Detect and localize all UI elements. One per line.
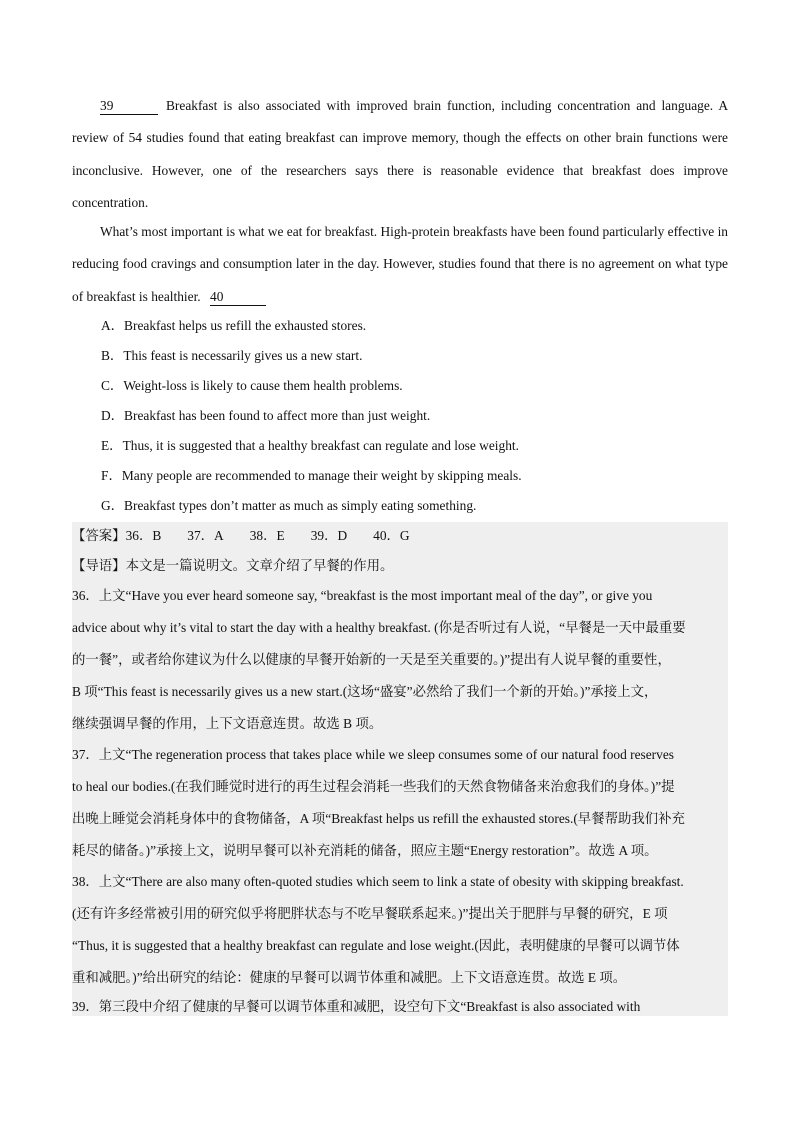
explanation-36-line-3: 的一餐”，或者给你建议为什么以健康的早餐开始新的一天是至关重要的。)”提出有人说早餐的重要性， bbox=[72, 652, 671, 667]
explanation-37-line-1: 37．上文“The regeneration process that takes place while we sleep consumes some of our natural food reserves bbox=[72, 747, 674, 762]
explanation-38-line-1: 38．上文“There are also many often-quoted studies which seem to link a state of obesity with skipping breakfast. bbox=[72, 874, 684, 889]
explanation-39-line-1: 39．第三段中介绍了健康的早餐可以调节体重和减肥，设空句下文“Breakfast is also associated with bbox=[72, 999, 641, 1014]
option-d: D．Breakfast has been found to affect more than just weight. bbox=[101, 408, 431, 423]
blank-40: 40 bbox=[210, 289, 266, 306]
answer-label: 【答案】 bbox=[72, 528, 126, 543]
answer-line bbox=[72, 520, 728, 551]
passage-paragraph-39-text: Breakfast is also associated with improved brain function, including concentration and language. A review of 54 studies found that eating breakfast can improve memory, though the effects on other brain functions were inconclusive. However, one of the researchers says there is reasonable evidence that breakfast does improve concentration. bbox=[72, 98, 728, 210]
option-a: A．Breakfast helps us refill the exhausted stores. bbox=[101, 318, 367, 333]
option-c: C．Weight-loss is likely to cause them health problems. bbox=[101, 378, 403, 393]
blank-39: 39 bbox=[100, 98, 158, 115]
explanation-36-line-5: 继续强调早餐的作用，上下文语意连贯。故选 B 项。 bbox=[72, 716, 383, 731]
explanation-36-line-1: 36．上文“Have you ever heard someone say, “breakfast is the most important meal of the day”, or give you bbox=[72, 588, 653, 603]
option-e: E．Thus, it is suggested that a healthy breakfast can regulate and lose weight. bbox=[101, 438, 519, 453]
explanation-38-line-2: (还有许多经常被引用的研究似乎将肥胖状态与不吃早餐联系起来。)”提出关于肥胖与早餐的研究，E 项 bbox=[72, 906, 668, 921]
explanation-38-line-4: 重和减肥。)”给出研究的结论：健康的早餐可以调节体重和减肥。上下文语意连贯。故选 E 项。 bbox=[72, 970, 627, 985]
option-b: B．This feast is necessarily gives us a new start. bbox=[101, 348, 363, 363]
answer-36: 36．B bbox=[125, 528, 162, 543]
explanation-38-line-3: “Thus, it is suggested that a healthy breakfast can regulate and lose weight.(因此，表明健康的早餐可以调节体 bbox=[72, 938, 680, 953]
guide-line bbox=[72, 550, 728, 581]
passage-paragraph-40-text: What’s most important is what we eat for breakfast. High-protein breakfasts have been found particularly effective in reducing food cravings and consumption later in the day. However, studies found that there is no agreement on what type of breakfast is healthier. bbox=[72, 224, 728, 304]
explanation-36-line-2: advice about why it’s vital to start the day with a healthy breakfast. (你是否听过有人说，“早餐是一天中最重要 bbox=[72, 620, 686, 635]
answer-39: 39．D bbox=[310, 528, 348, 543]
passage-paragraph-39 bbox=[72, 90, 728, 219]
answer-40: 40．G bbox=[373, 528, 410, 543]
answer-38: 38．E bbox=[249, 528, 285, 543]
explanation-36-line-4: B 项“This feast is necessarily gives us a new start.(这场“盛宴”必然给了我们一个新的开始。)”承接上文， bbox=[72, 684, 658, 699]
explanation-37-line-3: 出晚上睡觉会消耗身体中的食物储备，A 项“Breakfast helps us refill the exhausted stores.(早餐帮助我们补充 bbox=[72, 811, 685, 826]
explanation-37-line-4: 耗尽的储备。)”承接上文，说明早餐可以补充消耗的储备，照应主题“Energy restoration”。故选 A 项。 bbox=[72, 843, 658, 858]
passage-paragraph-40 bbox=[72, 216, 728, 313]
answer-37: 37．A bbox=[187, 528, 224, 543]
guide-label: 【导语】 bbox=[72, 558, 126, 573]
guide-text: 本文是一篇说明文。文章介绍了早餐的作用。 bbox=[125, 558, 394, 573]
option-g: G．Breakfast types don’t matter as much as simply eating something. bbox=[101, 498, 477, 513]
option-f: F．Many people are recommended to manage their weight by skipping meals. bbox=[101, 468, 522, 483]
explanation-37-line-2: to heal our bodies.(在我们睡觉时进行的再生过程会消耗一些我们的天然食物储备来治愈我们的身体。)”提 bbox=[72, 779, 675, 794]
